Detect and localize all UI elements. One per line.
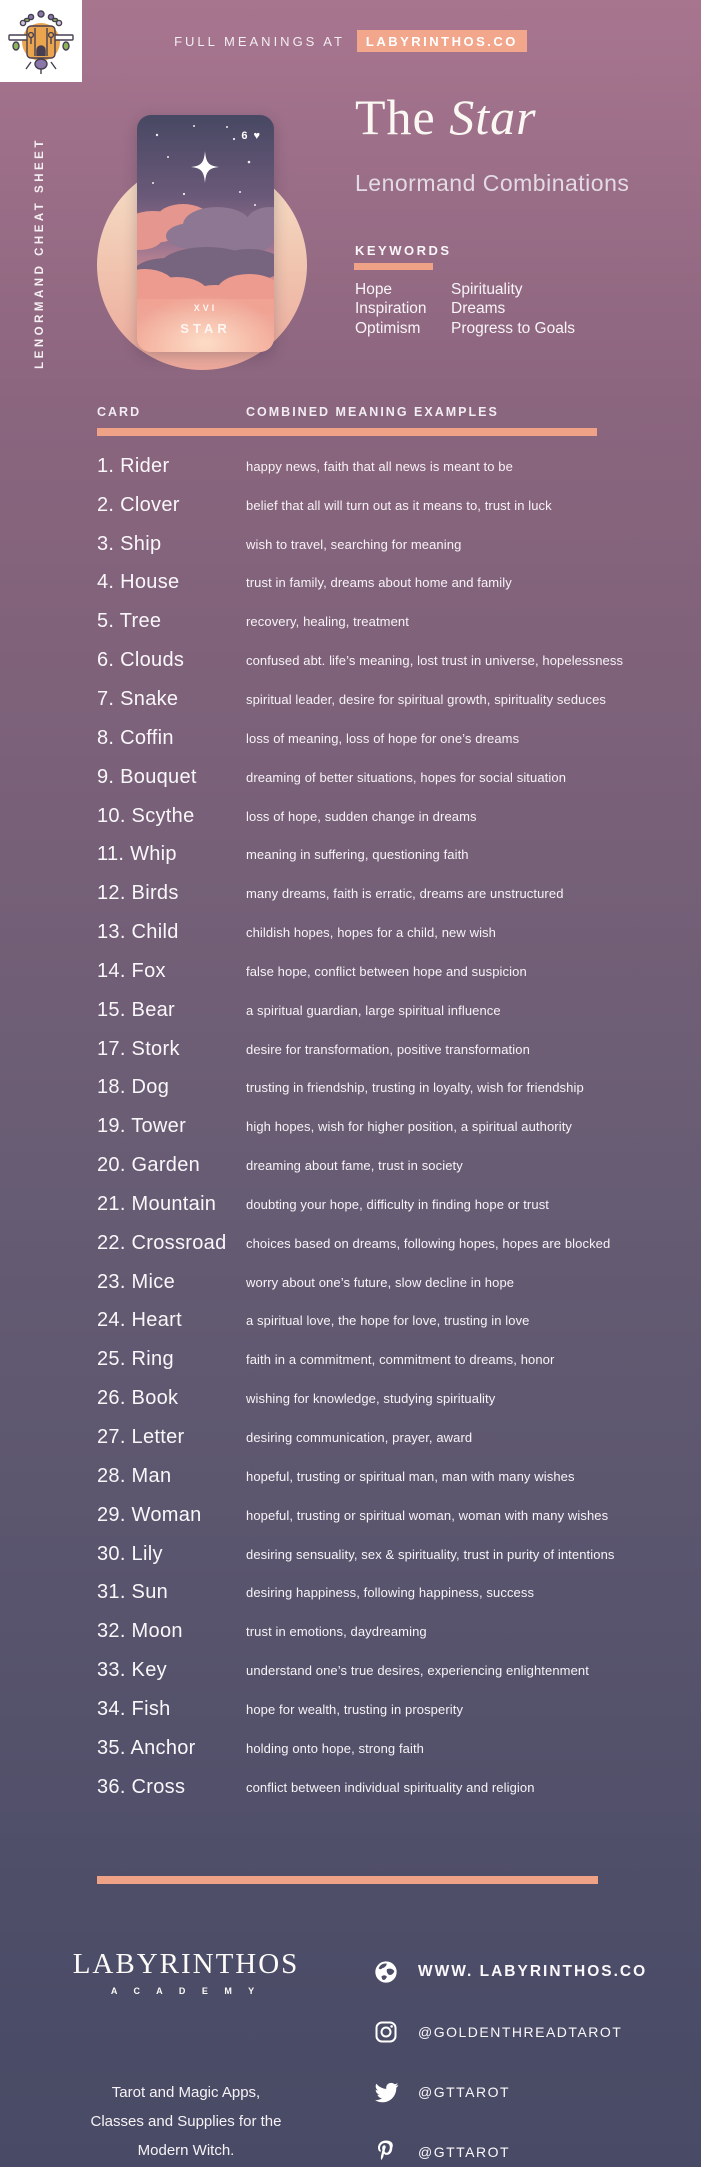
card-name-cell: 5. Tree [97, 610, 162, 633]
card-name-cell: 6. Clouds [97, 649, 185, 672]
table-row [97, 797, 687, 836]
card-name-cell: 4. House [97, 571, 180, 594]
keyword: Inspiration [355, 300, 427, 318]
meaning-cell: a spiritual guardian, large spiritual influence [246, 1002, 501, 1018]
meaning-cell: wish to travel, searching for meaning [246, 536, 462, 552]
top-banner [0, 0, 701, 82]
meaning-cell: spiritual leader, desire for spiritual growth, spirituality seduces [246, 691, 607, 707]
table-row [97, 1729, 687, 1768]
card-name-cell: 17. Stork [97, 1037, 180, 1060]
table-header-rule [97, 428, 597, 436]
page-subtitle: Lenormand Combinations [355, 170, 630, 196]
table-header [97, 405, 657, 419]
keyword: Optimism [355, 319, 421, 337]
table-row [97, 680, 687, 719]
meaning-cell: confused abt. life’s meaning, lost trust in universe, hopelessness [246, 653, 624, 669]
card-name-cell: 23. Mice [97, 1270, 175, 1293]
card-name-cell: 9. Bouquet [97, 765, 197, 788]
tagline-line: Tarot and Magic Apps, [111, 2084, 261, 2101]
meaning-cell: conflict between individual spirituality and religion [246, 1779, 535, 1795]
card-name-cell: 12. Birds [97, 882, 179, 905]
heart-suit-icon: ♥ [253, 130, 261, 142]
table-row [97, 525, 687, 564]
card-name-cell: 1. Rider [97, 454, 170, 477]
card-name-cell: 15. Bear [97, 998, 176, 1021]
table-row [97, 602, 687, 641]
table-row [97, 1069, 687, 1108]
footer-social-links [372, 1956, 647, 2167]
table-row [97, 447, 687, 486]
table-row [97, 1535, 687, 1574]
card-name-cell: 32. Moon [97, 1620, 183, 1643]
card-name-cell: 7. Snake [97, 687, 179, 710]
keyword: Dreams [451, 300, 506, 318]
banner-site-link[interactable]: LABYRINTHOS.CO [357, 30, 527, 52]
table-row [97, 1107, 687, 1146]
card-name-cell: 29. Woman [97, 1503, 202, 1526]
meaning-cell: recovery, healing, treatment [246, 614, 409, 630]
table-row [97, 486, 687, 525]
twitter-handle: @GTTAROT [418, 2084, 511, 2100]
card-name-cell: 21. Mountain [97, 1192, 217, 1215]
footer-brand-block [66, 1948, 306, 1996]
brand-subtitle: A C A D E M Y [110, 1986, 262, 1996]
table-row [97, 1340, 687, 1379]
table-row [97, 874, 687, 913]
table-row [97, 1146, 687, 1185]
meaning-cell: hopeful, trusting or spiritual man, man with many wishes [246, 1468, 575, 1484]
meaning-cell: trust in emotions, daydreaming [246, 1624, 427, 1640]
keywords-column-2 [451, 280, 575, 338]
star-tarot-card [137, 115, 274, 352]
keywords-heading: KEYWORDS [355, 243, 452, 258]
globe-icon [372, 1959, 400, 1985]
table-row [97, 991, 687, 1030]
card-name-cell: 25. Ring [97, 1348, 174, 1371]
website-url: WWW. LABYRINTHOS.CO [418, 1963, 648, 1980]
card-name-cell: 22. Crossroad [97, 1231, 227, 1254]
keyword: Progress to Goals [451, 319, 576, 337]
keywords-column-1 [355, 280, 427, 338]
card-name-cell: 30. Lily [97, 1542, 163, 1565]
meaning-cell: trust in family, dreams about home and family [246, 575, 512, 591]
labyrinthos-crest-logo [0, 0, 82, 82]
keyword: Spirituality [451, 281, 523, 298]
meaning-cell: childish hopes, hopes for a child, new wish [246, 925, 496, 941]
banner-text: FULL MEANINGS AT [174, 33, 345, 49]
combinations-table [97, 447, 687, 1807]
table-footer-rule [97, 1876, 598, 1884]
meaning-cell: loss of meaning, loss of hope for one’s dreams [246, 730, 520, 746]
social-row-website[interactable] [372, 1956, 647, 1988]
table-row [97, 1612, 687, 1651]
tagline-line: Classes and Supplies for the [90, 2113, 282, 2130]
meaning-cell: choices based on dreams, following hopes, hopes are blocked [246, 1235, 611, 1251]
meaning-cell: dreaming of better situations, hopes for social situation [246, 769, 567, 785]
card-name-cell: 2. Clover [97, 493, 180, 516]
table-row [97, 641, 687, 680]
column-header-meanings: COMBINED MEANING EXAMPLES [246, 405, 499, 419]
table-row [97, 1457, 687, 1496]
meaning-cell: belief that all will turn out as it means to, trust in luck [246, 497, 552, 513]
table-row [97, 758, 687, 797]
sidebar-vertical-label [30, 123, 50, 383]
card-name-cell: 8. Coffin [97, 726, 174, 749]
card-roman-numeral: XVI [193, 303, 218, 313]
table-row [97, 564, 687, 603]
card-name-cell: 34. Fish [97, 1697, 171, 1720]
instagram-icon [372, 2020, 400, 2044]
sidebar-label: LENORMAND CHEAT SHEET [34, 137, 46, 369]
meaning-cell: a spiritual love, the hope for love, trusting in love [246, 1313, 530, 1329]
title-regular: The [355, 89, 450, 145]
brand-wordmark: LABYRINTHOS [72, 1948, 300, 1980]
table-row [97, 1651, 687, 1690]
table-row [97, 913, 687, 952]
meaning-cell: faith in a commitment, commitment to dreams, honor [246, 1352, 555, 1368]
table-row [97, 1768, 687, 1807]
meaning-cell: happy news, faith that all news is meant to be [246, 458, 513, 474]
card-name-cell: 28. Man [97, 1464, 172, 1487]
table-row [97, 1185, 687, 1224]
table-row [97, 835, 687, 874]
instagram-handle: @GOLDENTHREADTAROT [418, 2024, 623, 2040]
card-name-cell: 18. Dog [97, 1076, 170, 1099]
meaning-cell: desiring communication, prayer, award [246, 1430, 473, 1446]
card-name-cell: 26. Book [97, 1387, 179, 1410]
card-name-cell: 3. Ship [97, 532, 162, 555]
table-row [97, 1263, 687, 1302]
meaning-cell: dreaming about fame, trust in society [246, 1158, 463, 1174]
meaning-cell: trusting in friendship, trusting in loyalty, wish for friendship [246, 1080, 584, 1096]
card-name-cell: 10. Scythe [97, 804, 195, 827]
meaning-cell: loss of hope, sudden change in dreams [246, 808, 477, 824]
footer-tagline [56, 2078, 316, 2165]
table-row [97, 1379, 687, 1418]
card-name-cell: 13. Child [97, 921, 179, 944]
table-row [97, 1690, 687, 1729]
meaning-cell: understand one’s true desires, experiencing enlightenment [246, 1663, 589, 1679]
table-row [97, 1224, 687, 1263]
pinterest-handle: @GTTAROT [418, 2144, 511, 2160]
page-title [355, 88, 537, 146]
column-header-card: CARD [97, 405, 142, 419]
meaning-cell: wishing for knowledge, studying spirituality [246, 1391, 496, 1407]
table-row [97, 1573, 687, 1612]
card-corner-index [241, 130, 261, 142]
meaning-cell: hopeful, trusting or spiritual woman, woman with many wishes [246, 1507, 609, 1523]
card-name-cell: 33. Key [97, 1659, 167, 1682]
card-name-cell: 20. Garden [97, 1154, 201, 1177]
meaning-cell: hope for wealth, trusting in prosperity [246, 1701, 464, 1717]
card-name-cell: 36. Cross [97, 1775, 186, 1798]
tagline-line: Modern Witch. [137, 2142, 235, 2159]
meaning-cell: desiring sensuality, sex & spirituality, trust in purity of intentions [246, 1546, 615, 1562]
meaning-cell: high hopes, wish for higher position, a spiritual authority [246, 1119, 573, 1135]
card-name-cell: 35. Anchor [97, 1736, 196, 1759]
meaning-cell: worry about one’s future, slow decline in hope [246, 1274, 515, 1290]
social-row-instagram[interactable] [372, 2016, 647, 2048]
table-row [97, 1030, 687, 1069]
table-row [97, 1496, 687, 1535]
meaning-cell: false hope, conflict between hope and suspicion [246, 963, 527, 979]
pinterest-icon [372, 2139, 400, 2166]
card-name-cell: 19. Tower [97, 1115, 187, 1138]
table-row [97, 952, 687, 991]
meaning-cell: holding onto hope, strong faith [246, 1740, 425, 1756]
table-row [97, 1418, 687, 1457]
card-name-cell: 11. Whip [97, 843, 177, 866]
card-lenormand-number: 6 [241, 130, 249, 142]
title-italic: Star [449, 89, 537, 145]
card-name-cell: 24. Heart [97, 1309, 182, 1332]
meaning-cell: desiring happiness, following happiness, success [246, 1585, 535, 1601]
card-title: STAR [180, 321, 231, 336]
card-name-cell: 31. Sun [97, 1581, 169, 1604]
keywords-underline-bar [354, 263, 433, 270]
table-row [97, 1302, 687, 1341]
twitter-icon [372, 2080, 400, 2105]
star-card-illustration [137, 115, 274, 352]
meaning-cell: meaning in suffering, questioning faith [246, 847, 469, 863]
meaning-cell: doubting your hope, difficulty in finding hope or trust [246, 1196, 550, 1212]
social-row-twitter[interactable] [372, 2076, 647, 2108]
meaning-cell: desire for transformation, positive transformation [246, 1041, 530, 1057]
social-row-pinterest[interactable] [372, 2136, 647, 2167]
crest-icon [8, 6, 74, 76]
card-name-cell: 27. Letter [97, 1426, 185, 1449]
table-row [97, 719, 687, 758]
keyword: Hope [355, 281, 393, 298]
card-name-cell: 14. Fox [97, 959, 166, 982]
meaning-cell: many dreams, faith is erratic, dreams are unstructured [246, 886, 564, 902]
